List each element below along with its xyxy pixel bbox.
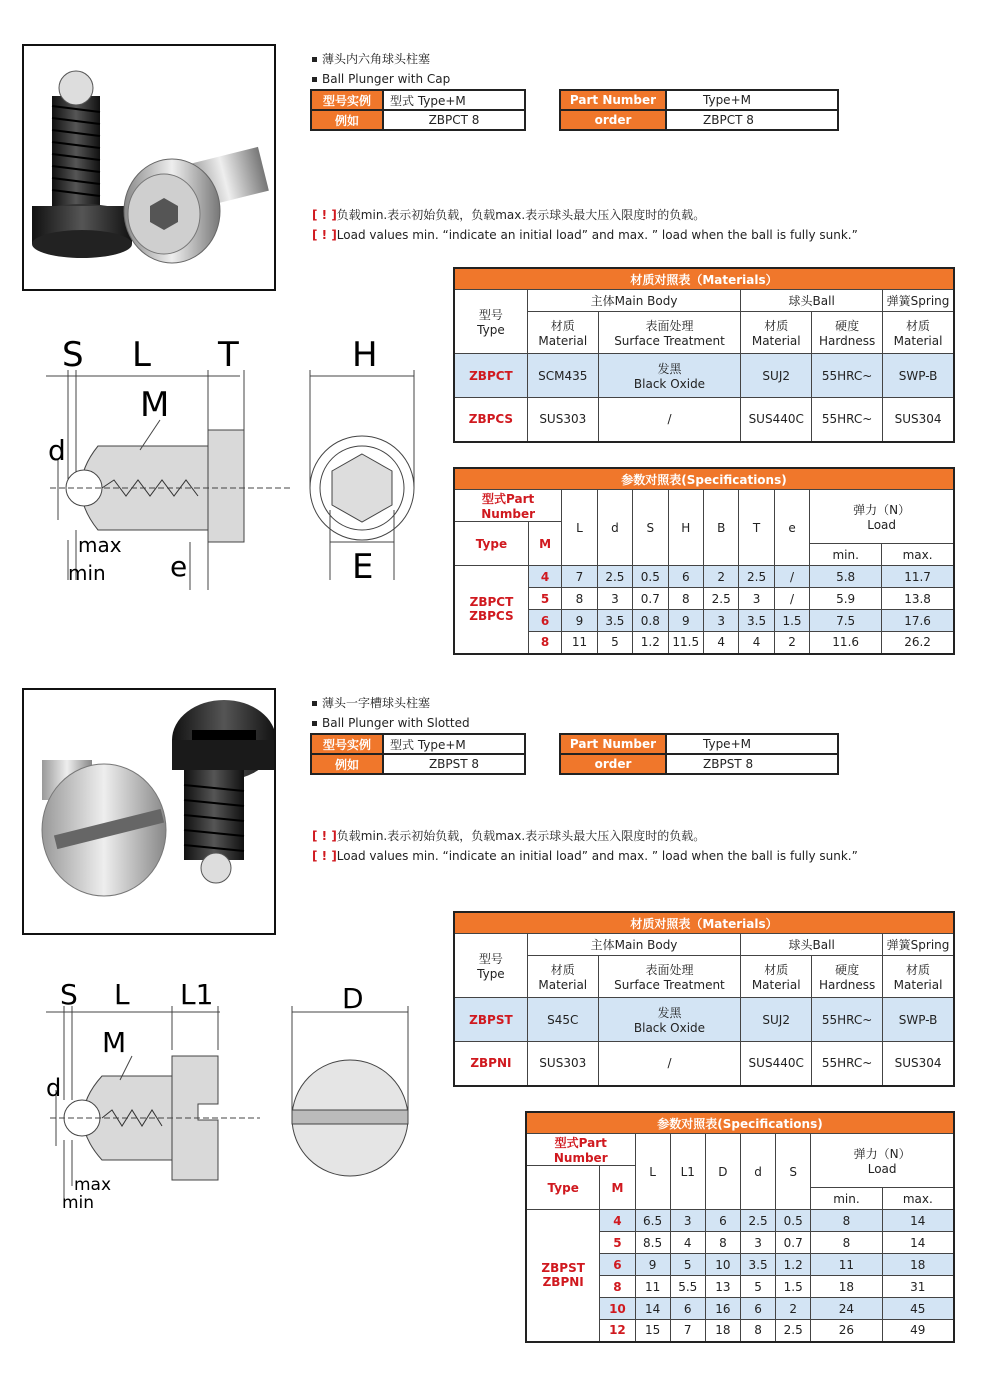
- value-cell: 9: [668, 610, 703, 632]
- value-cell: 9: [635, 1254, 670, 1276]
- m-cell: 4: [600, 1210, 635, 1232]
- order-label: 型号实例: [311, 734, 383, 754]
- m-cell: 6: [528, 610, 561, 632]
- ball-plunger-cap-photo: [24, 46, 274, 289]
- part-number-label: Part Number: [560, 734, 666, 754]
- treatment: 发黑 Black Oxide: [598, 998, 741, 1042]
- hardness: 55HRC~: [812, 998, 883, 1042]
- value-cell: 6: [740, 1298, 775, 1320]
- value-cell: 13: [705, 1276, 740, 1298]
- min-head: min.: [810, 544, 882, 566]
- spec-row: [454, 566, 954, 588]
- value-cell: 7: [562, 566, 597, 588]
- materials-table-2: [453, 911, 955, 1087]
- dim-max-label: max: [74, 1175, 112, 1195]
- max-cell: 13.8: [882, 588, 954, 610]
- col-head: T: [739, 490, 774, 566]
- m-head: M: [528, 522, 561, 566]
- max-cell: 26.2: [882, 632, 954, 654]
- col-head: L1: [670, 1134, 705, 1210]
- value-cell: 8: [562, 588, 597, 610]
- sub-head: 表面处理 Surface Treatment: [598, 956, 741, 998]
- main-body-head: 主体Main Body: [527, 934, 740, 956]
- max-cell: 11.7: [882, 566, 954, 588]
- materials-title: 材质对照表（Materials）: [454, 268, 954, 290]
- spring-material: SWP-B: [883, 998, 954, 1042]
- dim-e-label: e: [170, 550, 188, 583]
- max-head: max.: [882, 544, 954, 566]
- note-en-1: [ ! ]Load values min. “indicate an initial load” and max. ” load when the ball is fully sunk.”: [312, 228, 858, 242]
- m-cell: 8: [600, 1276, 635, 1298]
- value-cell: 8: [740, 1320, 775, 1342]
- part-number-value: Type+M: [666, 734, 838, 754]
- value-cell: 2: [774, 632, 809, 654]
- value-cell: 3.5: [740, 1254, 775, 1276]
- type-head: Type: [526, 1166, 600, 1210]
- col-head: L: [562, 490, 597, 566]
- value-cell: 0.8: [633, 610, 668, 632]
- value-cell: 15: [635, 1320, 670, 1342]
- dim-L1-label: L1: [180, 980, 214, 1011]
- ball-material: SUS440C: [741, 1042, 812, 1086]
- note-en-2: [ ! ]Load values min. “indicate an initial load” and max. ” load when the ball is fully sunk.”: [312, 849, 858, 863]
- ball-material: SUS440C: [741, 398, 812, 442]
- max-cell: 17.6: [882, 610, 954, 632]
- specs-title: 参数对照表(Specifications): [454, 468, 954, 490]
- min-cell: 8: [811, 1210, 882, 1232]
- type-head: Type: [454, 522, 528, 566]
- value-cell: /: [774, 566, 809, 588]
- col-head: B: [703, 490, 738, 566]
- value-cell: 3.5: [597, 610, 632, 632]
- dim-min-label: min: [62, 1193, 95, 1213]
- dim-E-label: E: [352, 547, 374, 587]
- value-cell: 5: [740, 1276, 775, 1298]
- value-cell: 4: [739, 632, 774, 654]
- order-value: ZBPCT 8: [666, 110, 838, 130]
- dim-L-label: L: [114, 980, 130, 1011]
- treatment: /: [598, 1042, 741, 1086]
- hardness: 55HRC~: [812, 1042, 883, 1086]
- materials-row: [454, 1042, 954, 1086]
- value-cell: 6.5: [635, 1210, 670, 1232]
- part-number-head: 型式Part Number: [454, 490, 562, 522]
- value-cell: 2: [703, 566, 738, 588]
- type-head: 型号 Type: [454, 290, 527, 354]
- ball-head: 球头Ball: [741, 290, 883, 312]
- value-cell: 5: [597, 632, 632, 654]
- materials-row: [454, 998, 954, 1042]
- ball-plunger-slotted-photo: [24, 690, 274, 933]
- col-head: H: [668, 490, 703, 566]
- value-cell: 6: [705, 1210, 740, 1232]
- dim-H-label: H: [352, 335, 378, 375]
- materials-title: 材质对照表（Materials）: [454, 912, 954, 934]
- technical-drawing-slotted: [40, 980, 440, 1220]
- sub-head: 材质 Material: [883, 956, 954, 998]
- spec-row: [454, 632, 954, 654]
- type-cell: ZBPST ZBPNI: [526, 1210, 600, 1342]
- dim-max-label: max: [78, 533, 122, 557]
- value-cell: 5: [670, 1254, 705, 1276]
- main-body-head: 主体Main Body: [527, 290, 740, 312]
- value-cell: 14: [635, 1298, 670, 1320]
- materials-row: [454, 398, 954, 442]
- order-value: 型式 Type+M: [383, 90, 525, 110]
- value-cell: 3: [740, 1232, 775, 1254]
- value-cell: 2.5: [776, 1320, 811, 1342]
- value-cell: 1.2: [776, 1254, 811, 1276]
- value-cell: 2.5: [739, 566, 774, 588]
- ball-material: SUJ2: [741, 998, 812, 1042]
- product-photo-cap: [22, 44, 276, 291]
- spec-row: [454, 588, 954, 610]
- spring-material: SUS304: [883, 1042, 954, 1086]
- type-cell: ZBPCS: [454, 398, 527, 442]
- value-cell: 3: [739, 588, 774, 610]
- min-cell: 11: [811, 1254, 882, 1276]
- specs-title: 参数对照表(Specifications): [526, 1112, 954, 1134]
- sub-head: 材质 Material: [741, 956, 812, 998]
- value-cell: 10: [705, 1254, 740, 1276]
- value-cell: 0.5: [633, 566, 668, 588]
- value-cell: 2.5: [740, 1210, 775, 1232]
- value-cell: /: [774, 588, 809, 610]
- example-label: 例如: [311, 110, 383, 130]
- body-material: SUS303: [527, 398, 598, 442]
- body-material: SCM435: [527, 354, 598, 398]
- order-table-cn-1: [310, 89, 526, 131]
- treatment: 发黑 Black Oxide: [598, 354, 741, 398]
- materials-row: [454, 354, 954, 398]
- value-cell: 2.5: [597, 566, 632, 588]
- col-head: L: [635, 1134, 670, 1210]
- spec-row: [454, 610, 954, 632]
- max-cell: 18: [882, 1254, 954, 1276]
- value-cell: 11.5: [668, 632, 703, 654]
- value-cell: 8: [668, 588, 703, 610]
- example-label: 例如: [311, 754, 383, 774]
- value-cell: 8: [705, 1232, 740, 1254]
- body-material: SUS303: [527, 1042, 598, 1086]
- value-cell: 1.5: [776, 1276, 811, 1298]
- specs-table-1: [453, 467, 955, 655]
- min-cell: 18: [811, 1276, 882, 1298]
- order-table-cn-2: [310, 733, 526, 775]
- value-cell: 5.5: [670, 1276, 705, 1298]
- type-cell: ZBPNI: [454, 1042, 527, 1086]
- col-head: S: [633, 490, 668, 566]
- sub-head: 材质 Material: [527, 956, 598, 998]
- type-cell: ZBPST: [454, 998, 527, 1042]
- value-cell: 1.2: [633, 632, 668, 654]
- value-cell: 0.7: [633, 588, 668, 610]
- value-cell: 7: [670, 1320, 705, 1342]
- ball-material: SUJ2: [741, 354, 812, 398]
- value-cell: 9: [562, 610, 597, 632]
- load-head: 弹力（N） Load: [810, 490, 954, 544]
- type-cell: ZBPCT: [454, 354, 527, 398]
- value-cell: 8.5: [635, 1232, 670, 1254]
- type-cell: ZBPCT ZBPCS: [454, 566, 528, 654]
- m-cell: 5: [528, 588, 561, 610]
- min-head: min.: [811, 1188, 882, 1210]
- max-head: max.: [882, 1188, 954, 1210]
- value-cell: 0.7: [776, 1232, 811, 1254]
- sub-head: 硬度 Hardness: [812, 312, 883, 354]
- min-cell: 24: [811, 1298, 882, 1320]
- max-cell: 14: [882, 1210, 954, 1232]
- hardness: 55HRC~: [812, 354, 883, 398]
- value-cell: 6: [668, 566, 703, 588]
- value-cell: 2: [776, 1298, 811, 1320]
- example-value: ZBPCT 8: [383, 110, 525, 130]
- max-cell: 45: [882, 1298, 954, 1320]
- sub-head: 材质 Material: [527, 312, 598, 354]
- spring-head: 弹簧Spring: [883, 934, 954, 956]
- m-cell: 12: [600, 1320, 635, 1342]
- value-cell: 3.5: [739, 610, 774, 632]
- part-number-head: 型式Part Number: [526, 1134, 635, 1166]
- col-head: d: [597, 490, 632, 566]
- m-cell: 8: [528, 632, 561, 654]
- part-number-value: Type+M: [666, 90, 838, 110]
- example-value: ZBPST 8: [383, 754, 525, 774]
- note-cn-2: [ ! ]负载min.表示初始负载，负载max.表示球头最大压入限度时的负载。: [312, 829, 706, 843]
- value-cell: 11: [562, 632, 597, 654]
- value-cell: 0.5: [776, 1210, 811, 1232]
- min-cell: 5.8: [810, 566, 882, 588]
- value-cell: 16: [705, 1298, 740, 1320]
- sub-head: 材质 Material: [741, 312, 812, 354]
- value-cell: 4: [670, 1232, 705, 1254]
- col-head: d: [740, 1134, 775, 1210]
- order-label: order: [560, 754, 666, 774]
- order-value: 型式 Type+M: [383, 734, 525, 754]
- dim-d-label: d: [48, 434, 66, 467]
- load-head: 弹力（N） Load: [811, 1134, 954, 1188]
- order-label: order: [560, 110, 666, 130]
- min-cell: 11.6: [810, 632, 882, 654]
- m-head: M: [600, 1166, 635, 1210]
- technical-drawing-cap: [40, 330, 420, 590]
- value-cell: 11: [635, 1276, 670, 1298]
- specs-table-2: [525, 1111, 955, 1343]
- dim-S-label: S: [62, 335, 84, 375]
- dim-d-label: d: [46, 1074, 62, 1102]
- dim-M-label: M: [140, 385, 170, 425]
- value-cell: 2.5: [703, 588, 738, 610]
- m-cell: 10: [600, 1298, 635, 1320]
- min-cell: 8: [811, 1232, 882, 1254]
- min-cell: 5.9: [810, 588, 882, 610]
- body-material: S45C: [527, 998, 598, 1042]
- value-cell: 6: [670, 1298, 705, 1320]
- title-en-1: Ball Plunger with Cap: [312, 72, 450, 86]
- min-cell: 26: [811, 1320, 882, 1342]
- value-cell: 3: [703, 610, 738, 632]
- product-photo-slotted: [22, 688, 276, 935]
- dim-M-label: M: [102, 1026, 127, 1059]
- title-cn-2: 薄头一字槽球头柱塞: [312, 694, 430, 711]
- spec-row: [526, 1210, 954, 1232]
- m-cell: 4: [528, 566, 561, 588]
- m-cell: 6: [600, 1254, 635, 1276]
- max-cell: 31: [882, 1276, 954, 1298]
- note-cn-1: [ ! ]负载min.表示初始负载，负载max.表示球头最大压入限度时的负载。: [312, 208, 706, 222]
- materials-table-1: [453, 267, 955, 443]
- order-value: ZBPST 8: [666, 754, 838, 774]
- dim-D-label: D: [342, 982, 364, 1015]
- spring-material: SUS304: [883, 398, 954, 442]
- order-table-en-2: [559, 733, 839, 775]
- min-cell: 7.5: [810, 610, 882, 632]
- col-head: D: [705, 1134, 740, 1210]
- sub-head: 表面处理 Surface Treatment: [598, 312, 741, 354]
- hardness: 55HRC~: [812, 398, 883, 442]
- value-cell: 18: [705, 1320, 740, 1342]
- title-cn-1: 薄头内六角球头柱塞: [312, 50, 430, 67]
- spring-head: 弹簧Spring: [883, 290, 954, 312]
- part-number-label: Part Number: [560, 90, 666, 110]
- value-cell: 1.5: [774, 610, 809, 632]
- max-cell: 14: [882, 1232, 954, 1254]
- type-head: 型号 Type: [454, 934, 527, 998]
- order-label: 型号实例: [311, 90, 383, 110]
- dim-L-label: L: [132, 335, 151, 375]
- treatment: /: [598, 398, 741, 442]
- col-head: S: [776, 1134, 811, 1210]
- title-en-2: Ball Plunger with Slotted: [312, 716, 470, 730]
- value-cell: 3: [670, 1210, 705, 1232]
- dim-S-label: S: [60, 980, 78, 1011]
- sub-head: 材质 Material: [883, 312, 954, 354]
- m-cell: 5: [600, 1232, 635, 1254]
- ball-head: 球头Ball: [741, 934, 883, 956]
- order-table-en-1: [559, 89, 839, 131]
- sub-head: 硬度 Hardness: [812, 956, 883, 998]
- value-cell: 4: [703, 632, 738, 654]
- spring-material: SWP-B: [883, 354, 954, 398]
- value-cell: 3: [597, 588, 632, 610]
- max-cell: 49: [882, 1320, 954, 1342]
- dim-T-label: T: [218, 335, 239, 375]
- col-head: e: [774, 490, 809, 566]
- dim-min-label: min: [68, 561, 106, 585]
